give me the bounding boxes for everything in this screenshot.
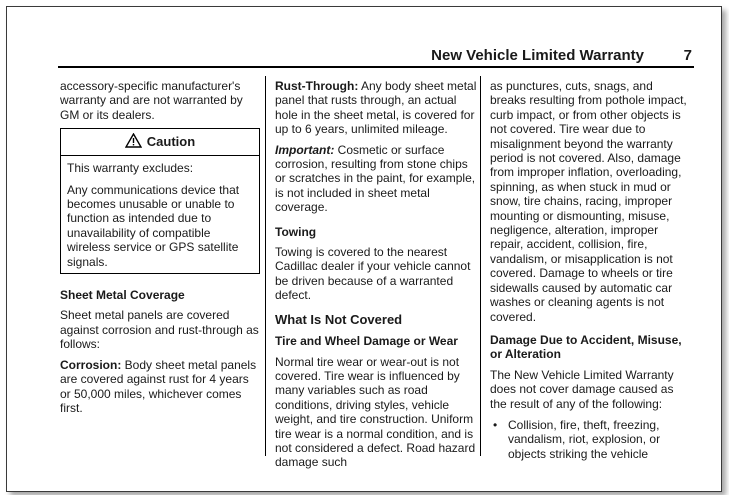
tire-continued-text: as punctures, cuts, snags, and breaks resulting from pothole impact, curb impact, or from other objects is not covered. Tire wear due to misalignment beyond the warranty period is not covered. Also, damage from improper inflation, overloading, spinning, as when stuck in mud or snow, tire chains, racing, improper mounting or dismounting, misuse, negligence, alteration, improper repair, accident, collision, fire, vandalism, or misapplication is not covered. Damage to wheels or tire sidewalls caused by automatic car washes or cleaning agents is not covered. — [490, 79, 687, 324]
caution-box — [60, 128, 260, 274]
corrosion-paragraph — [60, 358, 260, 416]
list-item — [490, 418, 690, 461]
damage-text: The New Vehicle Limited Warranty does not cover damage caused as the result of any of the following: — [490, 367, 674, 411]
caution-header — [61, 129, 259, 156]
tire-text: Normal tire wear or wear-out is not covered. Tire wear is influenced by many variables such as road conditions, driving styles, vehicle weight, and tire construction. Uniform tire wear is a normal condition, and is not considered a defect. Road hazard damage such — [275, 354, 476, 470]
important-text: Cosmetic or surface corrosion, resulting from stone chips or scratches in the paint, for example, is not included in sheet metal coverage. — [275, 142, 476, 215]
important-label: Important: — [275, 142, 335, 157]
towing-heading: Towing — [275, 224, 317, 239]
column-divider-2 — [480, 76, 481, 456]
page-header — [58, 44, 694, 68]
exclusion-list — [490, 418, 690, 461]
page-number: 7 — [683, 47, 692, 64]
column-divider-1 — [265, 76, 266, 456]
corrosion-text: Body sheet metal panels are covered against rust for 4 years or 50,000 miles, whichever comes first. — [60, 357, 257, 415]
rust-paragraph — [275, 79, 480, 137]
damage-heading: Damage Due to Accident, Misuse, or Alteration — [490, 332, 682, 362]
bullet-text: Collision, fire, theft, freezing, vandalism, riot, explosion, or objects striking the vehicle — [508, 417, 661, 461]
rust-label: Rust-Through: — [275, 79, 359, 93]
corrosion-label: Corrosion: — [60, 357, 122, 372]
not-covered-heading: What Is Not Covered — [275, 311, 403, 327]
intro-text: accessory-specific manufacturer's warranty and are not warranted by GM or its dealers. — [60, 79, 243, 122]
sheet-metal-text: Sheet metal panels are covered against corrosion and rust-through as follows: — [60, 308, 259, 352]
towing-text: Towing is covered to the nearest Cadillac dealer if your vehicle cannot be driven because of a warranted defect. — [275, 245, 471, 303]
caution-line-1: This warranty excludes: — [67, 161, 194, 176]
caution-body — [61, 156, 259, 273]
warning-triangle-icon — [125, 133, 142, 148]
rust-text: Any body sheet metal panel that rusts through, an actual hole in the sheet metal, is covered for up to 6 years, unlimited mileage. — [275, 79, 477, 137]
bullet-icon: • — [493, 417, 498, 432]
caution-title: Caution — [146, 134, 196, 150]
header-title: New Vehicle Limited Warranty — [431, 47, 644, 64]
column-2 — [275, 79, 480, 470]
caution-line-2: Any communications device that becomes unusable or unable to function as intended due to unavailability of compatible wireless service or GPS satellite signals. — [67, 182, 240, 269]
important-paragraph — [275, 143, 480, 215]
column-3 — [490, 79, 690, 461]
sheet-metal-heading: Sheet Metal Coverage — [60, 288, 185, 303]
tire-heading: Tire and Wheel Damage or Wear — [275, 334, 458, 349]
column-1 — [60, 79, 260, 415]
